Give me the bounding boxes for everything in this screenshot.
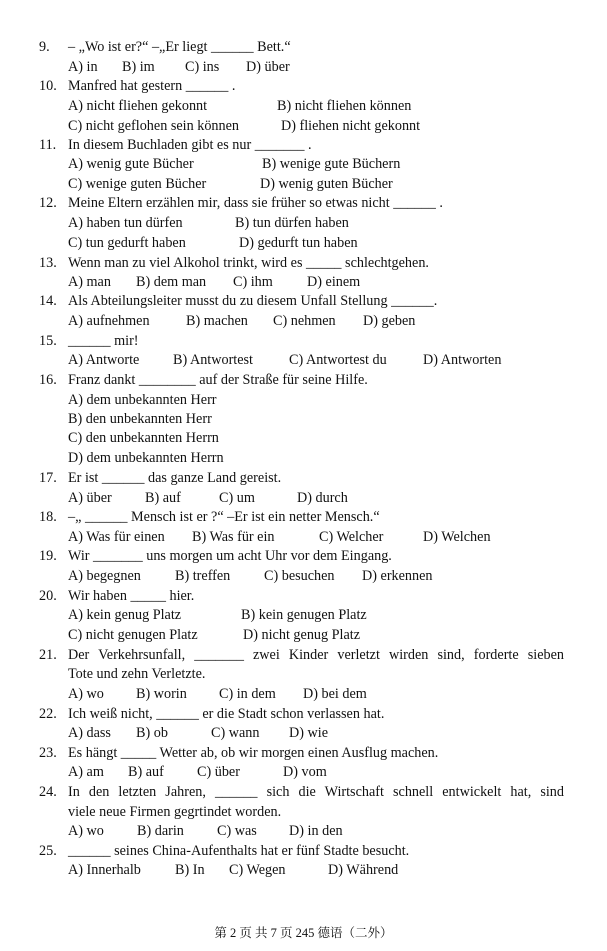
question-number: 24. [39,784,57,800]
option-d: D) wie [289,725,329,741]
option-b: B) Was für ein [192,529,275,545]
question-number: 11. [39,137,57,153]
question-stem-continued: Tote und zehn Verletzte. [68,666,206,682]
option-d: D) einem [307,274,361,290]
option-c: C) nehmen [273,313,336,329]
question-number: 18. [39,509,57,525]
option-b: B) worin [136,686,187,702]
question-stem: ______ mir! [68,333,139,349]
option-a: A) Antworte [68,352,140,368]
option-c: C) nicht genugen Platz [68,627,198,643]
option-d: D) über [246,59,290,75]
question-stem: Der Verkehrsunfall, _______ zwei Kinder verletzt wirden sind, forderte sieben [68,647,564,663]
option-a: A) kein genug Platz [68,607,182,623]
question-stem: Wir _______ uns morgen um acht Uhr vor dem Eingang. [68,548,392,564]
page-footer: 第 2 页 共 7 页 245 德语（二外） [214,926,393,940]
option-b: B) nicht fliehen können [277,98,412,114]
option-d: D) dem unbekannten Herrn [68,450,224,466]
option-a: A) wo [68,686,104,702]
option-d: D) Während [328,862,399,878]
question-stem: –„ ______ Mensch ist er ?“ –Er ist ein netter Mensch.“ [68,509,380,525]
option-a: A) wo [68,823,104,839]
question-stem: In diesem Buchladen gibt es nur _______ . [68,137,312,153]
option-a: A) am [68,764,104,780]
option-b: B) im [122,59,155,75]
question-stem: In den letzten Jahren, ______ sich die Wirtschaft schnell entwickelt hat, sind [68,784,564,800]
question-number: 9. [39,39,50,55]
option-a: A) dem unbekannten Herr [68,392,217,408]
option-a: A) begegnen [68,568,141,584]
question-number: 23. [39,745,57,761]
option-c: C) ins [185,59,220,75]
question-number: 20. [39,588,57,604]
option-b: B) den unbekannten Herr [68,411,212,427]
option-c: C) wenige guten Bücher [68,176,207,192]
option-a: A) man [68,274,111,290]
question-stem: Wir haben _____ hier. [68,588,195,604]
option-a: A) aufnehmen [68,313,150,329]
option-c: C) besuchen [264,568,335,584]
option-c: C) Antwortest du [289,352,387,368]
question-stem: Es hängt _____ Wetter ab, ob wir morgen einen Ausflug machen. [68,745,439,761]
option-c: C) über [197,764,240,780]
option-a: A) Innerhalb [68,862,141,878]
option-b: B) ob [136,725,168,741]
option-b: B) machen [186,313,248,329]
option-b: B) tun dürfen haben [235,215,349,231]
option-b: B) treffen [175,568,231,584]
option-b: B) wenige gute Büchern [262,156,401,172]
question-stem: Franz dankt ________ auf der Straße für seine Hilfe. [68,372,368,388]
option-b: B) Antwortest [173,352,253,368]
option-b: B) kein genugen Platz [241,607,367,623]
option-a: A) über [68,490,112,506]
option-c: C) Wegen [229,862,286,878]
question-stem-continued: viele neue Firmen gegrtindet worden. [68,804,282,820]
question-number: 17. [39,470,57,486]
question-stem: Er ist ______ das ganze Land gereist. [68,470,282,486]
option-d: D) vom [283,764,327,780]
option-d: D) durch [297,490,348,506]
question-number: 13. [39,255,57,271]
option-b: B) darin [137,823,184,839]
option-d: D) wenig guten Bücher [260,176,393,192]
question-stem: ______ seines China-Aufenthalts hat er fünf Stadte besucht. [68,843,410,859]
question-number: 21. [39,647,57,663]
question-stem: Ich weiß nicht, ______ er die Stadt schon verlassen hat. [68,706,385,722]
option-a: A) wenig gute Bücher [68,156,194,172]
option-d: D) gedurft tun haben [239,235,358,251]
option-d: D) erkennen [362,568,433,584]
option-b: B) auf [128,764,164,780]
option-c: C) um [219,490,255,506]
option-a: A) haben tun dürfen [68,215,183,231]
option-a: A) dass [68,725,111,741]
option-b: B) auf [145,490,181,506]
option-c: C) tun gedurft haben [68,235,186,251]
option-a: A) nicht fliehen gekonnt [68,98,208,114]
option-d: D) Welchen [423,529,491,545]
option-b: B) In [175,862,205,878]
option-c: C) nicht geflohen sein können [68,118,239,134]
option-a: A) in [68,59,98,75]
question-number: 22. [39,706,57,722]
question-number: 16. [39,372,57,388]
question-stem: Meine Eltern erzählen mir, dass sie früher so etwas nicht ______ . [68,195,443,211]
question-number: 10. [39,78,57,94]
option-b: B) dem man [136,274,207,290]
question-number: 25. [39,843,57,859]
question-number: 12. [39,195,57,211]
option-c: C) ihm [233,274,273,290]
option-d: D) in den [289,823,343,839]
question-stem: Als Abteilungsleiter musst du zu diesem Unfall Stellung ______. [68,293,438,309]
question-number: 19. [39,548,57,564]
question-stem: – „Wo ist er?“ –„Er liegt ______ Bett.“ [68,39,291,55]
option-d: D) geben [363,313,416,329]
option-a: A) Was für einen [68,529,165,545]
question-stem: Wenn man zu viel Alkohol trinkt, wird es _____ schlechtgehen. [68,255,429,271]
option-c: C) den unbekannten Herrn [68,430,219,446]
option-d: D) Antworten [423,352,502,368]
option-c: C) wann [211,725,260,741]
option-c: C) was [217,823,257,839]
option-d: D) bei dem [303,686,367,702]
question-number: 15. [39,333,57,349]
option-c: C) Welcher [319,529,384,545]
option-d: D) nicht genug Platz [243,627,361,643]
question-stem: Manfred hat gestern ______ . [68,78,236,94]
option-d: D) fliehen nicht gekonnt [281,118,421,134]
option-c: C) in dem [219,686,276,702]
question-number: 14. [39,293,57,309]
